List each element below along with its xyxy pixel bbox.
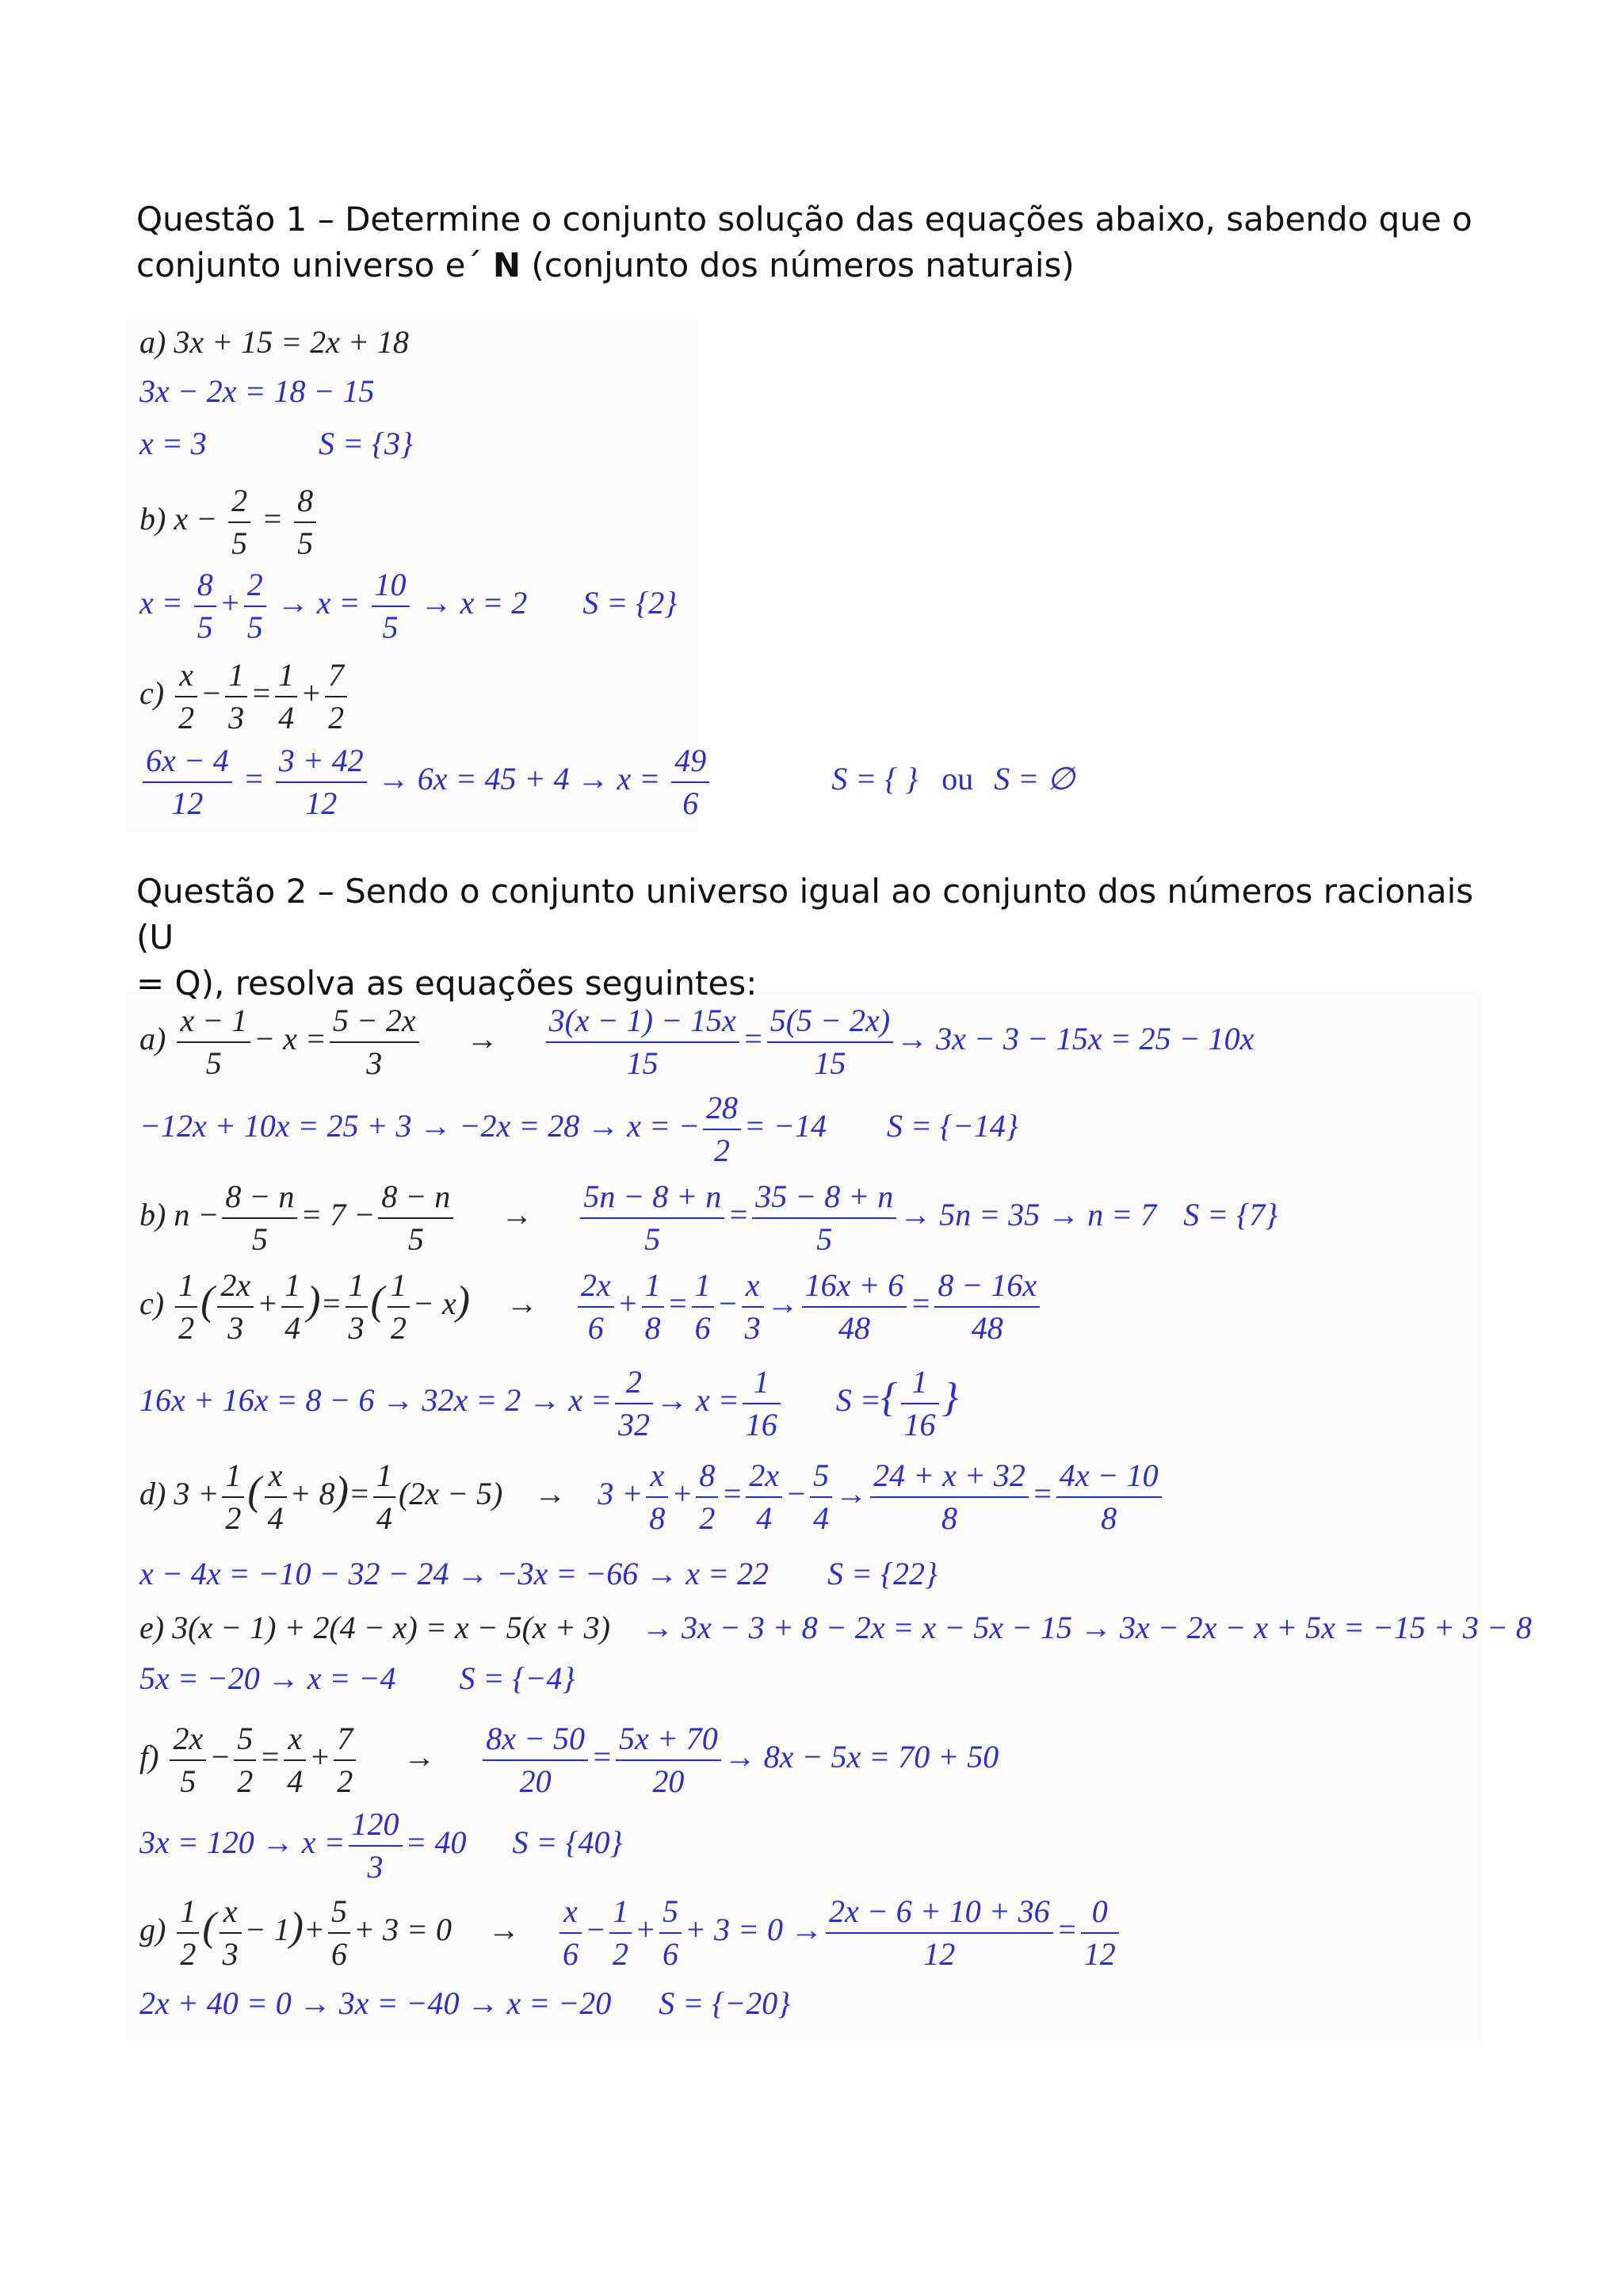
q1b-sn3: 10 [372, 564, 410, 607]
q2f-s2b: = 40 [405, 1824, 467, 1861]
q2c-d7: 8 [644, 1310, 661, 1346]
q1b-sd3: 5 [382, 609, 399, 645]
q2f-sf [349, 1804, 403, 1888]
q2c-n7: 1 [642, 1265, 664, 1308]
q2g-step [139, 1985, 790, 2022]
q2f-n4: 7 [334, 1718, 356, 1761]
q1b-step-fraction-2 [244, 564, 266, 648]
q2g-d5: 2 [612, 1936, 628, 1972]
q1c-sf2 [276, 740, 367, 824]
q2g-d3: 6 [330, 1936, 347, 1972]
q2g-label: g) [139, 1912, 166, 1948]
q1b-sd1: 5 [197, 609, 213, 645]
q2f-d4: 2 [337, 1763, 353, 1799]
q2f-f3 [284, 1718, 306, 1802]
q2c-n9: x [742, 1265, 764, 1308]
q2d-n5: 8 [696, 1455, 718, 1498]
q2f-sd: 3 [367, 1849, 384, 1885]
q1c-plus: + [300, 675, 323, 712]
q2c-minus: − x [412, 1286, 456, 1322]
q2c-label: c) [139, 1286, 165, 1322]
q1a-step-2: x = 3 [139, 426, 207, 461]
q1c-label: c) [139, 675, 165, 712]
q1b-step [139, 564, 677, 648]
q1c-eq2: = [242, 761, 265, 797]
q1b-label: b) [139, 501, 166, 537]
q2c-d1: 2 [178, 1310, 195, 1346]
q1c-sf3 [671, 740, 709, 824]
q2g-solution: S = {−20} [659, 1985, 791, 2021]
q2c-n5: 1 [388, 1265, 410, 1308]
q2b-n3: 5n − 8 + n [580, 1176, 724, 1219]
q1a-label: a) [139, 324, 166, 360]
q1c-sd1: 12 [171, 785, 204, 821]
q2f-n2: 5 [234, 1718, 256, 1761]
q1c-equation [139, 655, 350, 739]
q1c-f2 [225, 655, 247, 739]
q2b-mid: = 7 − [300, 1197, 376, 1233]
q2e-right: → 3x − 3 + 8 − 2x = x − 5x − 15 → 3x − 2x − x + 5x = −15 + 3 − 8 [641, 1610, 1532, 1645]
q2a-row [139, 1000, 1254, 1084]
q2e-s2: 5x = −20 → x = −4 [139, 1660, 396, 1696]
q2d-d3: 4 [376, 1500, 392, 1536]
q2g-f4 [559, 1891, 582, 1975]
q2c-sf1 [615, 1362, 653, 1446]
q2g-m1: − 1 [244, 1912, 290, 1948]
q2d-f6 [746, 1455, 782, 1539]
q2c-n10: 16x + 6 [802, 1265, 907, 1308]
q1b-d1: 5 [231, 525, 248, 561]
q2f-step [139, 1804, 622, 1888]
q2e-left: e) 3(x − 1) + 2(4 − x) = x − 5(x + 3) [139, 1610, 610, 1645]
q2d-d6: 4 [756, 1500, 773, 1536]
q2d-eq: = [348, 1476, 370, 1512]
q2e-row [139, 1609, 1532, 1646]
q2c-s2: 16x + 16x = 8 − 6 → 32x = 2 → x = [139, 1382, 612, 1419]
q2a-n3: 3(x − 1) − 15x [546, 1000, 739, 1043]
q2c-d2: 3 [227, 1310, 244, 1346]
q2g-tail1: + 3 = 0 [353, 1912, 452, 1948]
q2f-label: f) [139, 1739, 159, 1775]
q2d-s2: x − 4x = −10 − 32 − 24 → −3x = −66 → x = 22 [139, 1556, 769, 1591]
q2c-f4 [346, 1265, 368, 1349]
q2d-n6: 2x [746, 1455, 782, 1498]
q2g-n8: 0 [1081, 1891, 1119, 1934]
q1c-sn1: 6x − 4 [143, 740, 232, 783]
q2c-d4: 3 [348, 1310, 365, 1346]
q1a-eq: 3x + 15 = 2x + 18 [174, 324, 409, 360]
q2g-n7: 2x − 6 + 10 + 36 [826, 1891, 1053, 1934]
q1c-d1: 2 [178, 700, 195, 735]
q2g-arrow: → [487, 1912, 520, 1948]
q2d-n4: x [646, 1455, 668, 1498]
q2d-n8: 24 + x + 32 [870, 1455, 1029, 1498]
q1b-fraction-2 [294, 480, 316, 564]
q2a-s2b: = −14 [743, 1108, 827, 1144]
q2c-n11: 8 − 16x [934, 1265, 1040, 1308]
q2d-pre: 3 + [174, 1476, 220, 1512]
q1b-step-fraction-3 [372, 564, 410, 648]
q2b-n2: 8 − n [378, 1176, 453, 1219]
q2a-step [139, 1087, 1018, 1171]
q2b-d4: 5 [816, 1221, 833, 1257]
q2f-sn: 120 [349, 1804, 403, 1847]
q2f-f2 [234, 1718, 256, 1802]
q2c-f8 [692, 1265, 714, 1349]
q2c-f11 [934, 1265, 1040, 1349]
q2c-solution: S = [835, 1382, 881, 1419]
q2b-pre: n − [174, 1197, 220, 1233]
q2f-f4 [334, 1718, 356, 1802]
q2c-step: 16x + 16x = 8 − 6 → 32x = 2 → x = $\frac{2}{32}$ → x = $\frac{1}{16}$ S ={ $\frac{1}{16}$ } [139, 1362, 958, 1446]
q2g-f7 [826, 1891, 1053, 1975]
q1b-sn2: 2 [244, 564, 266, 607]
q2g-f8 [1081, 1891, 1119, 1975]
q2g-n2: x [220, 1891, 242, 1934]
q1c-f3 [275, 655, 297, 739]
q2c-n1: 1 [175, 1265, 197, 1308]
q2d-f7 [810, 1455, 832, 1539]
q2f-n3: x [284, 1718, 306, 1761]
q2g-f1 [177, 1891, 199, 1975]
q2c-f7 [642, 1265, 664, 1349]
q1-line2-post: (conjunto dos números naturais) [520, 246, 1075, 285]
q2f-row: f) $\frac{2x}{5}$ − $\frac{5}{2}$ = $\frac{x}{4}$ + $\frac{7}{2}$ → $\frac{8x - 50}{20}$ = $\frac{5x + 70}{20}$ → 8x − 5x = 70 + 50 [139, 1718, 999, 1802]
q2g-d4: 6 [562, 1936, 579, 1972]
q2a-n2: 5 − 2x [330, 1000, 419, 1043]
q2a-sf [703, 1087, 741, 1171]
q2f-n6: 5x + 70 [616, 1718, 721, 1761]
q2f-f1 [170, 1718, 206, 1802]
q1b-fraction-1 [228, 480, 250, 564]
q1c-sn3: 49 [671, 740, 709, 783]
q2c-d6: 6 [587, 1310, 604, 1346]
q2c-f2 [217, 1265, 254, 1349]
q2g-row: g) $\frac{1}{2}$ ( $\frac{x}{3}$ − 1)+ $\frac{5}{6}$ + 3 = 0 → $\frac{x}{6}$ − $\frac{1}{2}$ + $\frac{5}{6}$ + 3 = 0 → $\frac{2x - 6 + 10 + 36}{12}$ = $\frac{0}{12}$ [139, 1891, 1122, 1975]
q1c-d3: 4 [278, 700, 295, 735]
q2a-n4: 5(5 − 2x) [767, 1000, 893, 1043]
q2d-d4: 8 [649, 1500, 666, 1536]
q2b-tail: → 5n = 35 → n = 7 [899, 1197, 1157, 1233]
q1c-sd2: 12 [305, 785, 338, 821]
question-2-line-2: = Q), resolva as equações seguintes: [136, 964, 758, 1003]
q1-line2-pre: conjunto universo e´ [136, 246, 493, 285]
q2b-f2 [378, 1176, 453, 1260]
question-2-text [136, 869, 1484, 1007]
q2a-label: a) [139, 1021, 166, 1057]
q2d-solution: S = {22} [827, 1556, 938, 1591]
q2b-n1: 8 − n [222, 1176, 297, 1219]
q1c-n4: 7 [325, 655, 347, 697]
q2f-s2a: 3x = 120 → x = [139, 1824, 346, 1861]
q2a-d4: 15 [814, 1045, 846, 1081]
q1b-n2: 8 [294, 480, 316, 523]
q2a-f1 [177, 1000, 250, 1084]
naturals-symbol: N [492, 246, 521, 285]
q2c-d9: 3 [744, 1310, 761, 1346]
q2c-sold: 16 [903, 1407, 936, 1442]
q2d-f1 [222, 1455, 244, 1539]
q2d-d7: 4 [813, 1500, 830, 1536]
q2d-step [139, 1555, 938, 1592]
q2g-d2: 3 [222, 1936, 239, 1972]
q2f-d1: 5 [180, 1763, 197, 1799]
q1c-ou: ou [941, 761, 974, 797]
q2d-d9: 8 [1101, 1500, 1117, 1536]
q2d-n7: 5 [810, 1455, 832, 1498]
q2g-n5: 1 [609, 1891, 632, 1934]
q2g-f3 [328, 1891, 350, 1975]
q1b-d2: 5 [297, 525, 314, 561]
q2b-d3: 5 [644, 1221, 661, 1257]
q2a-d3: 15 [626, 1045, 659, 1081]
q2c-sd1: 32 [617, 1407, 650, 1442]
q2c-d3: 4 [285, 1310, 301, 1346]
q2c-eq: = [320, 1286, 342, 1322]
q1c-f4 [325, 655, 347, 739]
q2a-sd: 2 [713, 1133, 730, 1168]
q2b-f4 [752, 1176, 896, 1260]
q2d-label: d) [139, 1476, 166, 1512]
question-1-text [136, 197, 1484, 288]
q2f-d3: 4 [287, 1763, 304, 1799]
q2c-sn1: 2 [615, 1362, 653, 1404]
q1c-solution-empty: S = ∅ [994, 761, 1075, 797]
q1a-solution: S = {3} [319, 426, 413, 461]
q1b-n1: 2 [228, 480, 250, 523]
q2c-n4: 1 [346, 1265, 368, 1308]
q2c-arrow-2: → [766, 1286, 799, 1322]
q2f-n1: 2x [170, 1718, 206, 1761]
question-1-line-2 [136, 243, 1484, 288]
q2b-d2: 5 [407, 1221, 424, 1257]
q1c-minus: − [200, 675, 223, 712]
q2c-n6: 2x [578, 1265, 614, 1308]
q1c-sd3: 6 [682, 785, 699, 821]
q2d-f4 [646, 1455, 668, 1539]
q2c-solution-fraction [901, 1362, 939, 1446]
q2c-n8: 1 [692, 1265, 714, 1308]
q2b-eq: = [727, 1197, 750, 1233]
q2d-d8: 8 [941, 1500, 958, 1536]
q1b-sd2: 5 [246, 609, 263, 645]
q2f-tail: → 8x − 5x = 70 + 50 [724, 1739, 999, 1775]
q2d-f2 [265, 1455, 287, 1539]
q2c-f3 [281, 1265, 304, 1349]
q2b-f1 [222, 1176, 297, 1260]
q1c-n2: 1 [225, 655, 247, 697]
q2a-d1: 5 [205, 1045, 222, 1081]
q1b-step-fraction-1 [194, 564, 216, 648]
q2c-s2b: → x = [655, 1382, 739, 1419]
q1c-n1: x [175, 655, 197, 697]
q1b-sn1: 8 [194, 564, 216, 607]
q2f-f6 [616, 1718, 721, 1802]
q1b-plus: + [219, 585, 241, 621]
q2a-sn: 28 [703, 1087, 741, 1130]
q2a-solution: S = {−14} [886, 1108, 1018, 1144]
question-2-line-1: Questão 2 – Sendo o conjunto universo igual ao conjunto dos números racionais (U [136, 872, 1474, 957]
q1c-mid: → 6x = 45 + 4 → x = [377, 761, 661, 797]
q1a-step-1: 3x − 2x = 18 − 15 [139, 373, 375, 409]
q2g-d8: 12 [1083, 1936, 1116, 1972]
q2g-f2 [220, 1891, 242, 1975]
q2f-d2: 2 [237, 1763, 254, 1799]
q1c-step [139, 740, 1075, 824]
q2c-f1 [175, 1265, 197, 1349]
q2c-arrow: → [506, 1286, 538, 1322]
q2f-n5: 8x − 50 [483, 1718, 588, 1761]
q2d-f5 [696, 1455, 718, 1539]
q2c-d11: 48 [971, 1310, 1003, 1346]
q2b-arrow: → [501, 1197, 533, 1233]
q1b-x: x − [174, 501, 218, 537]
q2d-p3: 3 + [598, 1476, 643, 1512]
q2d-row: d) 3 + $\frac{1}{2}$ ( $\frac{x}{4}$ + 8)= $\frac{1}{4}$ (2x − 5) → 3 + $\frac{x}{8}$ + $\frac{8}{2}$ = $\frac{2x}{4}$ − $\frac{5}{4}$ → $\frac{24 + x + 32}{8}$ = $\frac{4x - 10}{8}$ [139, 1455, 1165, 1539]
q2c-d10: 48 [838, 1310, 871, 1346]
q2c-sf2 [743, 1362, 781, 1446]
q2b-f3 [580, 1176, 724, 1260]
q2b-d1: 5 [251, 1221, 268, 1257]
q2g-mid: + 3 = 0 → [684, 1912, 823, 1948]
q2c-f10 [802, 1265, 907, 1349]
q2g-f6 [659, 1891, 682, 1975]
q1c-d4: 2 [328, 700, 345, 735]
q2g-d6: 6 [662, 1936, 678, 1972]
q2b-row [139, 1176, 1277, 1260]
q2f-f5 [483, 1718, 588, 1802]
q2g-n3: 5 [328, 1891, 350, 1934]
q2g-d1: 2 [180, 1936, 197, 1972]
q2d-n9: 4x − 10 [1056, 1455, 1162, 1498]
q2g-f5 [609, 1891, 632, 1975]
q2c-d8: 6 [694, 1310, 711, 1346]
q2e-step [139, 1660, 575, 1697]
q2g-d7: 12 [923, 1936, 956, 1972]
q2b-solution: S = {7} [1183, 1197, 1278, 1233]
q2d-d2: 4 [267, 1500, 284, 1536]
q2c-n2: 2x [217, 1265, 254, 1308]
q2d-d5: 2 [699, 1500, 716, 1536]
q2d-par: (2x − 5) [398, 1476, 503, 1512]
q2d-n1: 1 [222, 1455, 244, 1498]
q2c-f9 [742, 1265, 764, 1349]
q2c-d5: 2 [390, 1310, 407, 1346]
q1c-f1 [175, 655, 197, 739]
q2c-soln: 1 [901, 1362, 939, 1404]
q2d-n3: 1 [373, 1455, 395, 1498]
q1b-arr2: → x = 2 [420, 585, 528, 621]
q2a-tail: → 3x − 3 − 15x = 25 − 10x [896, 1021, 1254, 1057]
q1b-arr1: → x = [277, 585, 361, 621]
q1b-solution: S = {2} [582, 585, 678, 621]
q1c-d2: 3 [228, 700, 245, 735]
q2b-n4: 35 − 8 + n [752, 1176, 896, 1219]
q2c-f6 [578, 1265, 614, 1349]
q2a-mid: − x = [254, 1021, 327, 1057]
question-1-line-1: Questão 1 – Determine o conjunto solução das equações abaixo, sabendo que o [136, 200, 1472, 239]
q2g-s2: 2x + 40 = 0 → 3x = −40 → x = −20 [139, 1985, 612, 2021]
q2d-n2: x [265, 1455, 287, 1498]
q2d-d1: 2 [225, 1500, 242, 1536]
q2c-n3: 1 [281, 1265, 304, 1308]
q2e-solution: S = {−4} [459, 1660, 575, 1696]
q2f-arrow: → [403, 1739, 436, 1775]
q1c-solution: S = { } [831, 761, 918, 797]
q1b-eq: = [262, 501, 284, 537]
q2d-p8: + 8 [289, 1476, 335, 1512]
q2d-f3 [373, 1455, 395, 1539]
q1a-equation [139, 323, 409, 361]
q2a-d2: 3 [366, 1045, 383, 1081]
q2a-f4 [767, 1000, 893, 1084]
q2a-eq: = [742, 1021, 764, 1057]
q2a-arrow: → [466, 1021, 498, 1057]
q2g-n1: 1 [177, 1891, 199, 1934]
q2c-plus: + [257, 1286, 279, 1322]
q2c-sn2: 1 [743, 1362, 781, 1404]
q2d-f8 [870, 1455, 1029, 1539]
q1b-equation [139, 480, 319, 564]
q2f-d5: 20 [519, 1763, 552, 1799]
q2a-n1: x − 1 [177, 1000, 250, 1043]
q2f-d6: 20 [652, 1763, 685, 1799]
q2b-label: b) [139, 1197, 166, 1233]
q1b-sx: x = [139, 585, 183, 621]
q1c-eq: = [250, 675, 273, 712]
q2g-n4: x [559, 1891, 582, 1934]
q2d-arrow-2: → [835, 1476, 868, 1512]
q2c-row: c) $\frac{1}{2}$ ( $\frac{2x}{3}$ + $\frac{1}{4}$ )= $\frac{1}{3}$ ( $\frac{1}{2}$ − x) → $\frac{2x}{6}$ + $\frac{1}{8}$ = $\frac{1}{6}$ − $\frac{x}{3}$ → $\frac{16x + 6}{48}$ = $\frac{8 - 16x}{48}$ [139, 1265, 1043, 1349]
q2a-f2 [330, 1000, 419, 1084]
q2f-solution: S = {40} [512, 1824, 623, 1861]
q2c-f5 [388, 1265, 410, 1349]
q2c-sd2: 16 [745, 1407, 777, 1442]
q2a-s2a: −12x + 10x = 25 + 3 → −2x = 28 → x = − [139, 1108, 700, 1144]
q2a-f3 [546, 1000, 739, 1084]
q2d-arrow: → [534, 1476, 567, 1512]
q1c-n3: 1 [275, 655, 297, 697]
q1c-sn2: 3 + 42 [276, 740, 367, 783]
q2d-f9 [1056, 1455, 1162, 1539]
q1c-sf1 [143, 740, 232, 824]
q2g-n6: 5 [659, 1891, 682, 1934]
